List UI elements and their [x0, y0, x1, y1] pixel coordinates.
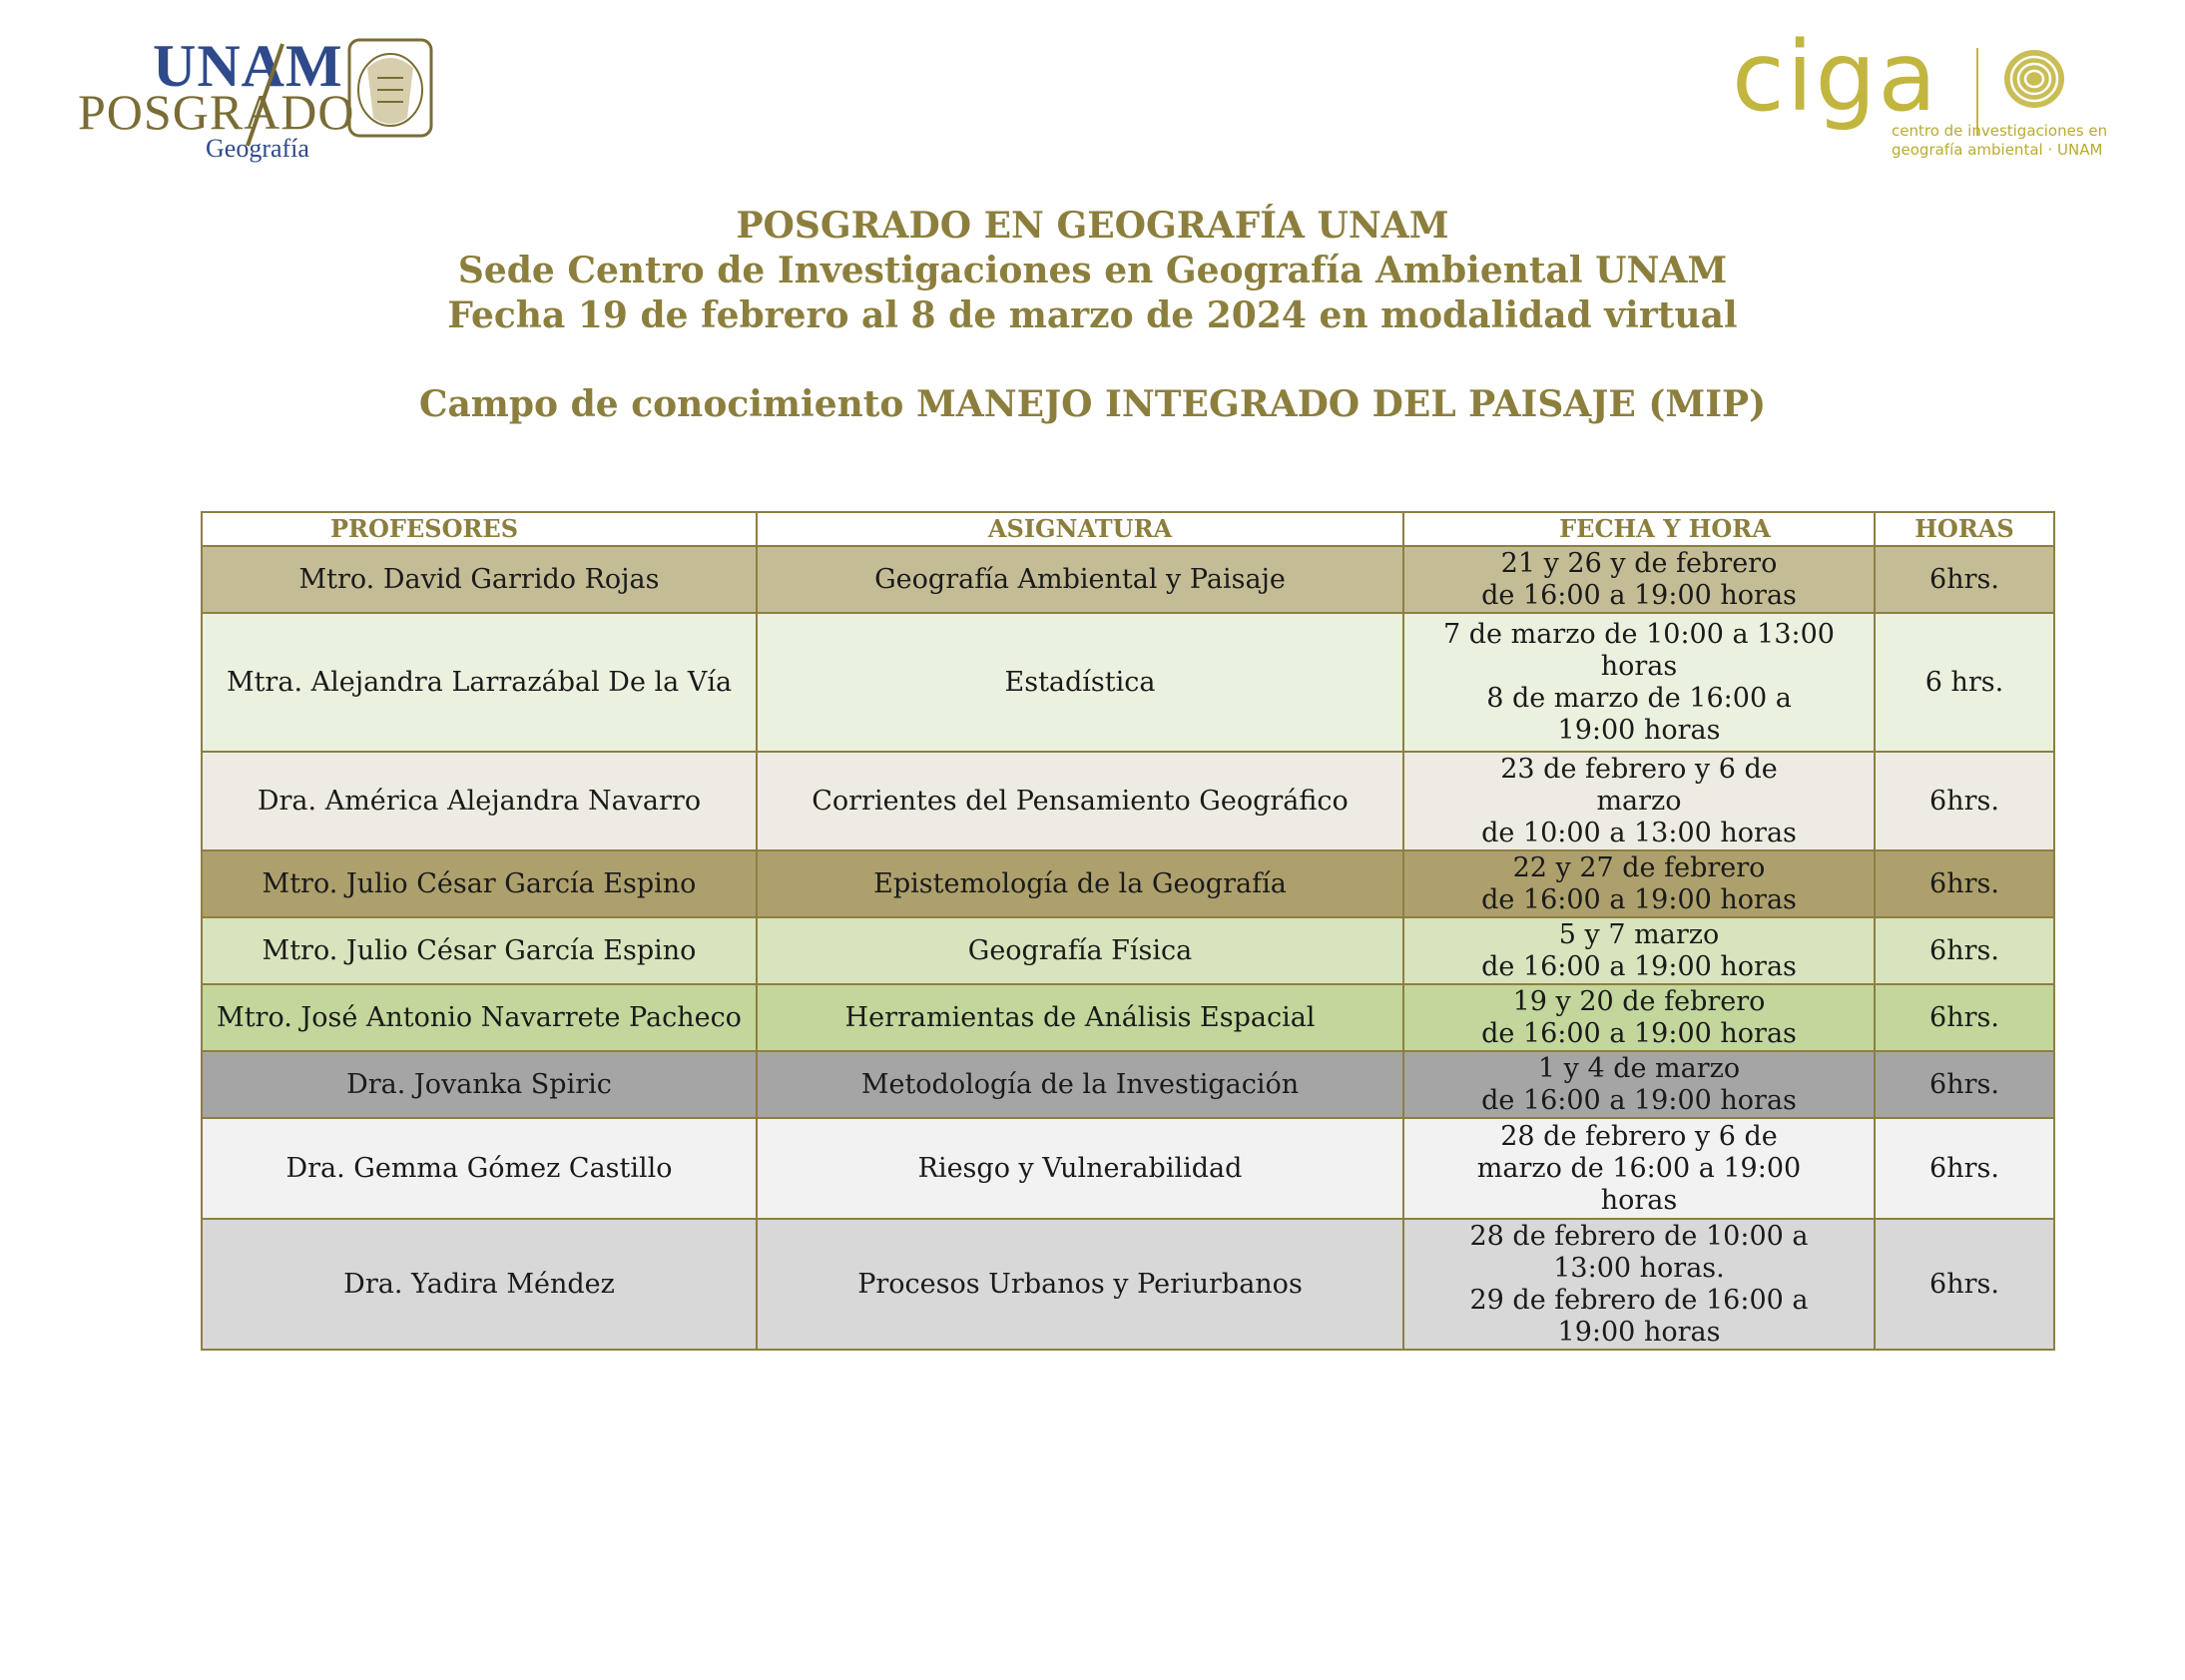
campo-heading: Campo de conocimiento MANEJO INTEGRADO DEL PAISAJE (MIP) — [418, 383, 1767, 425]
unam-logo-text: UNAM — [153, 33, 343, 99]
table-row — [202, 850, 2054, 917]
cell-profesor: Mtro. Julio César García Espino — [202, 917, 757, 984]
cell-asignatura: Riesgo y Vulnerabilidad — [757, 1118, 1403, 1219]
cell-horas: 6hrs. — [1875, 752, 2054, 850]
header-fecha-hora: FECHA Y HORA — [1403, 512, 1875, 546]
cell-fecha: 21 y 26 y de febrero de 16:00 a 19:00 horas — [1403, 546, 1875, 613]
unam-posgrado-logo — [78, 33, 437, 166]
header-asignatura: ASIGNATURA — [757, 512, 1403, 546]
cell-asignatura: Geografía Ambiental y Paisaje — [757, 546, 1403, 613]
fingerprint-icon — [1999, 46, 2069, 112]
ciga-subtitle — [1892, 122, 2131, 160]
cell-asignatura: Epistemología de la Geografía — [757, 850, 1403, 917]
cell-profesor: Dra. Yadira Méndez — [202, 1219, 757, 1350]
cell-profesor: Mtro. Julio César García Espino — [202, 850, 757, 917]
schedule-table — [201, 511, 2055, 1351]
cell-profesor: Mtra. Alejandra Larrazábal De la Vía — [202, 613, 757, 752]
header-horas: HORAS — [1875, 512, 2054, 546]
table-row — [202, 752, 2054, 850]
cell-horas: 6hrs. — [1875, 1118, 2054, 1219]
cell-fecha: 5 y 7 marzo de 16:00 a 19:00 horas — [1403, 917, 1875, 984]
cell-horas: 6hrs. — [1875, 546, 2054, 613]
cell-profesor: Dra. Jovanka Spiric — [202, 1051, 757, 1118]
table-row — [202, 613, 2054, 752]
ciga-logo-text: ciga — [1732, 21, 1939, 133]
cell-horas: 6 hrs. — [1875, 613, 2054, 752]
cell-horas: 6hrs. — [1875, 917, 2054, 984]
ciga-logo — [1732, 21, 2121, 168]
cell-asignatura: Corrientes del Pensamiento Geográfico — [757, 752, 1403, 850]
geografia-logo-text: Geografía — [206, 134, 309, 163]
cell-fecha: 23 de febrero y 6 de marzo de 10:00 a 13:00 horas — [1403, 752, 1875, 850]
table-row — [202, 1118, 2054, 1219]
cell-asignatura: Metodología de la Investigación — [757, 1051, 1403, 1118]
cell-profesor: Dra. Gemma Gómez Castillo — [202, 1118, 757, 1219]
ciga-subtitle-line2: geografía ambiental · UNAM — [1892, 141, 2103, 159]
table-row — [202, 1219, 2054, 1350]
cell-asignatura: Procesos Urbanos y Periurbanos — [757, 1219, 1403, 1350]
cell-horas: 6hrs. — [1875, 1219, 2054, 1350]
document-heading — [0, 204, 2185, 427]
cell-horas: 6hrs. — [1875, 984, 2054, 1051]
cell-asignatura: Herramientas de Análisis Espacial — [757, 984, 1403, 1051]
table-row — [202, 984, 2054, 1051]
cell-fecha: 28 de febrero y 6 de marzo de 16:00 a 19:00 horas — [1403, 1118, 1875, 1219]
heading-line-3: Fecha 19 de febrero al 8 de marzo de 2024 en modalidad virtual — [447, 294, 1738, 336]
table-header-row — [202, 512, 2054, 546]
heading-line-1: POSGRADO EN GEOGRAFÍA UNAM — [736, 205, 1449, 247]
cell-horas: 6hrs. — [1875, 850, 2054, 917]
cell-profesor: Mtro. José Antonio Navarrete Pacheco — [202, 984, 757, 1051]
unam-seal-icon — [347, 38, 433, 138]
ciga-subtitle-line1: centro de investigaciones en — [1892, 122, 2108, 140]
heading-line-2: Sede Centro de Investigaciones en Geografía Ambiental UNAM — [457, 250, 1728, 291]
cell-fecha: 22 y 27 de febrero de 16:00 a 19:00 horas — [1403, 850, 1875, 917]
cell-fecha: 28 de febrero de 10:00 a 13:00 horas. 29 de febrero de 16:00 a 19:00 horas — [1403, 1219, 1875, 1350]
table-row — [202, 917, 2054, 984]
header-profesores: PROFESORES — [202, 512, 757, 546]
table-row — [202, 546, 2054, 613]
cell-fecha: 7 de marzo de 10:00 a 13:00 horas 8 de marzo de 16:00 a 19:00 horas — [1403, 613, 1875, 752]
cell-fecha: 19 y 20 de febrero de 16:00 a 19:00 horas — [1403, 984, 1875, 1051]
cell-profesor: Dra. América Alejandra Navarro — [202, 752, 757, 850]
cell-horas: 6hrs. — [1875, 1051, 2054, 1118]
cell-fecha: 1 y 4 de marzo de 16:00 a 19:00 horas — [1403, 1051, 1875, 1118]
posgrado-logo-text: POSGRADO — [78, 84, 355, 140]
cell-asignatura: Estadística — [757, 613, 1403, 752]
cell-profesor: Mtro. David Garrido Rojas — [202, 546, 757, 613]
cell-asignatura: Geografía Física — [757, 917, 1403, 984]
table-row — [202, 1051, 2054, 1118]
